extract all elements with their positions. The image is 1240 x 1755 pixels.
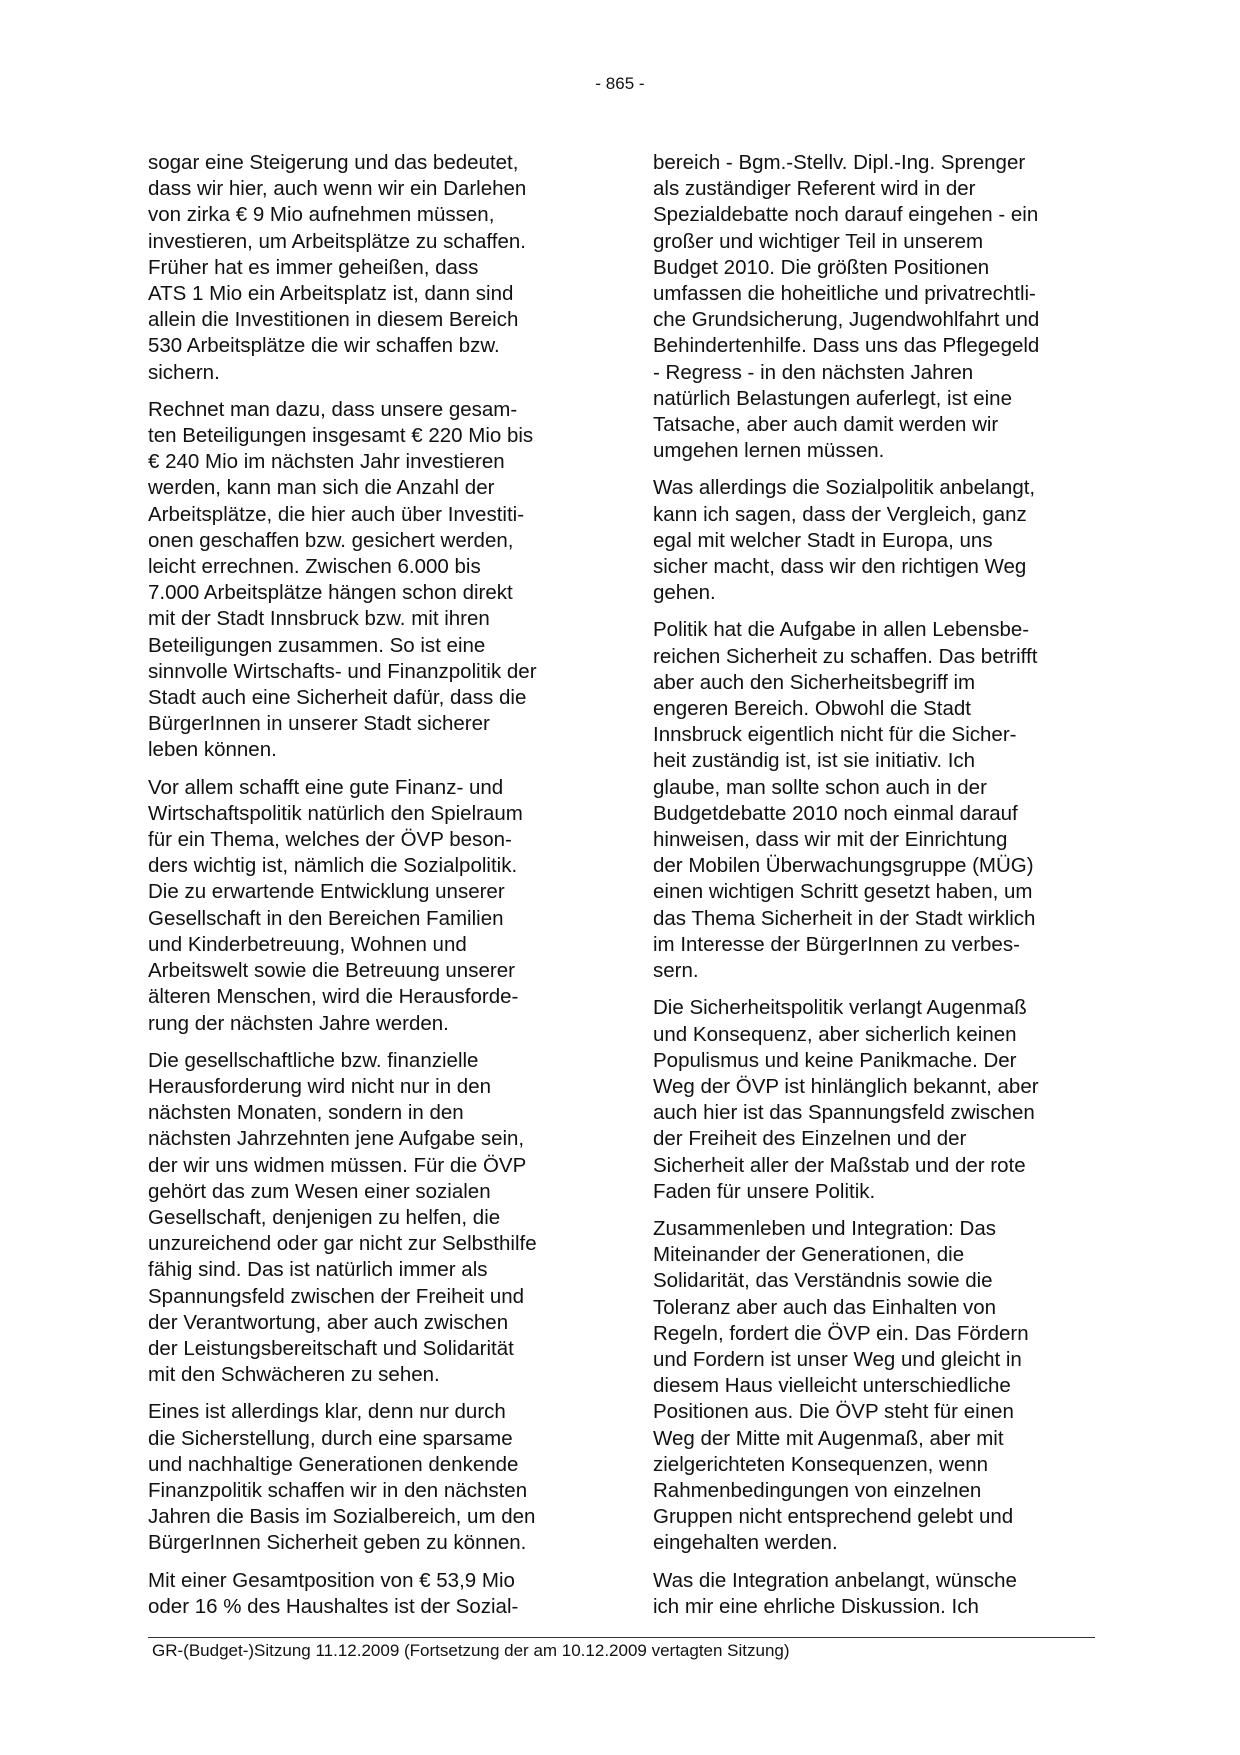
paragraph: Rechnet man dazu, dass unsere gesam- ten Beteiligungen insgesamt € 220 Mio bis € 240 Mio im nächsten Jahr investieren werden, kann man sich die Anzahl der Arbeitsplätze, die hier auch über Investiti- onen geschaffen bzw. gesichert werden, leicht errechnen. Zwischen 6.000 bis 7.000 Arbeitsplätze hängen schon direkt mit der Stadt Innsbruck bzw. mit ihren Beteiligungen zusammen. So ist eine sinnvolle Wirtschafts- und Finanzpolitik der Stadt auch eine Sicherheit dafür, dass die BürgerInnen in unserer Stadt sicherer leben können. <box>148 397 537 762</box>
paragraph: Die gesellschaftliche bzw. finanzielle Herausforderung wird nicht nur in den nächsten Monaten, sondern in den nächsten Jahrzehnten jene Aufgabe sein, der wir uns widmen müssen. Für die ÖVP gehört das zum Wesen einer sozialen Gesellschaft, denjenigen zu helfen, die unzureichend oder gar nicht zur Selbsthilfe fähig sind. Das ist natürlich immer als Spannungsfeld zwischen der Freiheit und der Verantwortung, aber auch zwischen der Leistungsbereitschaft und Solidarität mit den Schwächeren zu sehen. <box>148 1048 537 1387</box>
footer-text: GR-(Budget-)Sitzung 11.12.2009 (Fortsetzung der am 10.12.2009 vertagten Sitzung) <box>152 1641 790 1660</box>
paragraph: Zusammenleben und Integration: Das Miteinander der Generationen, die Solidarität, das Verständnis sowie die Toleranz aber auch das Einhalten von Regeln, fordert die ÖVP ein. Das Fördern und Fordern ist unser Weg und gleicht in diesem Haus vielleicht unterschiedliche Positionen aus. Die ÖVP steht für einen Weg der Mitte mit Augenmaß, aber mit zielgerichteten Konsequenzen, wenn Rahmenbedingungen von einzelnen Gruppen nicht entsprechend gelebt und eingehalten werden. <box>653 1216 1029 1555</box>
paragraph: Die Sicherheitspolitik verlangt Augenmaß und Konsequenz, aber sicherlich keinen Populismus und keine Panikmache. Der Weg der ÖVP ist hinlänglich bekannt, aber auch hier ist das Spannungsfeld zwischen der Freiheit des Einzelnen und der Sicherheit aller der Maßstab und der rote Faden für unsere Politik. <box>653 996 1039 1203</box>
paragraph: Politik hat die Aufgabe in allen Lebensbe- reichen Sicherheit zu schaffen. Das betrifft aber auch den Sicherheitsbegriff im engeren Bereich. Obwohl die Stadt Innsbruck eigentlich nicht für die Sicher- heit zuständig ist, ist sie initiativ. Ich glaube, man sollte schon auch in der Budgetdebatte 2010 noch einmal darauf hinweisen, dass wir mit der Einrichtung der Mobilen Überwachungsgruppe (MÜG) einen wichtigen Schritt gesetzt haben, um das Thema Sicherheit in der Stadt wirklich im Interesse der BürgerInnen zu verbes- sern. <box>653 618 1038 983</box>
paragraph: Was allerdings die Sozialpolitik anbelangt, kann ich sagen, dass der Vergleich, ganz egal mit welcher Stadt in Europa, uns sicher macht, dass wir den richtigen Weg gehen. <box>653 476 1036 605</box>
paragraph: Eines ist allerdings klar, denn nur durch die Sicherstellung, durch eine sparsame und nachhaltige Generationen denkende Finanzpolitik schaffen wir in den nächsten Jahren die Basis im Sozialbereich, um den BürgerInnen Sicherheit geben zu können. <box>148 1400 536 1555</box>
page-number: - 865 - <box>595 74 645 93</box>
left-column <box>148 150 588 1631</box>
footer-divider <box>148 1637 1095 1638</box>
paragraph: Vor allem schafft eine gute Finanz- und Wirtschaftspolitik natürlich den Spielraum für ein Thema, welches der ÖVP beson- ders wichtig ist, nämlich die Sozialpolitik. Die zu erwartende Entwicklung unserer Gesellschaft in den Bereichen Familien und Kinderbetreuung, Wohnen und Arbeitswelt sowie die Betreuung unserer älteren Menschen, wird die Herausforde- rung der nächsten Jahre werden. <box>148 775 523 1035</box>
right-column <box>653 150 1093 1631</box>
paragraph: bereich - Bgm.-Stellv. Dipl.-Ing. Sprenger als zuständiger Referent wird in der Spezialdebatte noch darauf eingehen - ein großer und wichtiger Teil in unserem Budget 2010. Die größten Positionen umfassen die hoheitliche und privatrechtli- che Grundsicherung, Jugendwohlfahrt und Behindertenhilfe. Dass uns das Pflegegeld - Regress - in den nächsten Jahren natürlich Belastungen auferlegt, ist eine Tatsache, aber auch damit werden wir umgehen lernen müssen. <box>653 151 1040 463</box>
paragraph: sogar eine Steigerung und das bedeutet, dass wir hier, auch wenn wir ein Darlehen von zirka € 9 Mio aufnehmen müssen, investieren, um Arbeitsplätze zu schaffen. Früher hat es immer geheißen, dass ATS 1 Mio ein Arbeitsplatz ist, dann sind allein die Investitionen in diesem Bereich 530 Arbeitsplätze die wir schaffen bzw. sichern. <box>148 151 527 384</box>
paragraph: Mit einer Gesamtposition von € 53,9 Mio oder 16 % des Haushaltes ist der Sozial- <box>148 1568 519 1618</box>
paragraph: Was die Integration anbelangt, wünsche ich mir eine ehrliche Diskussion. Ich <box>653 1568 1017 1618</box>
